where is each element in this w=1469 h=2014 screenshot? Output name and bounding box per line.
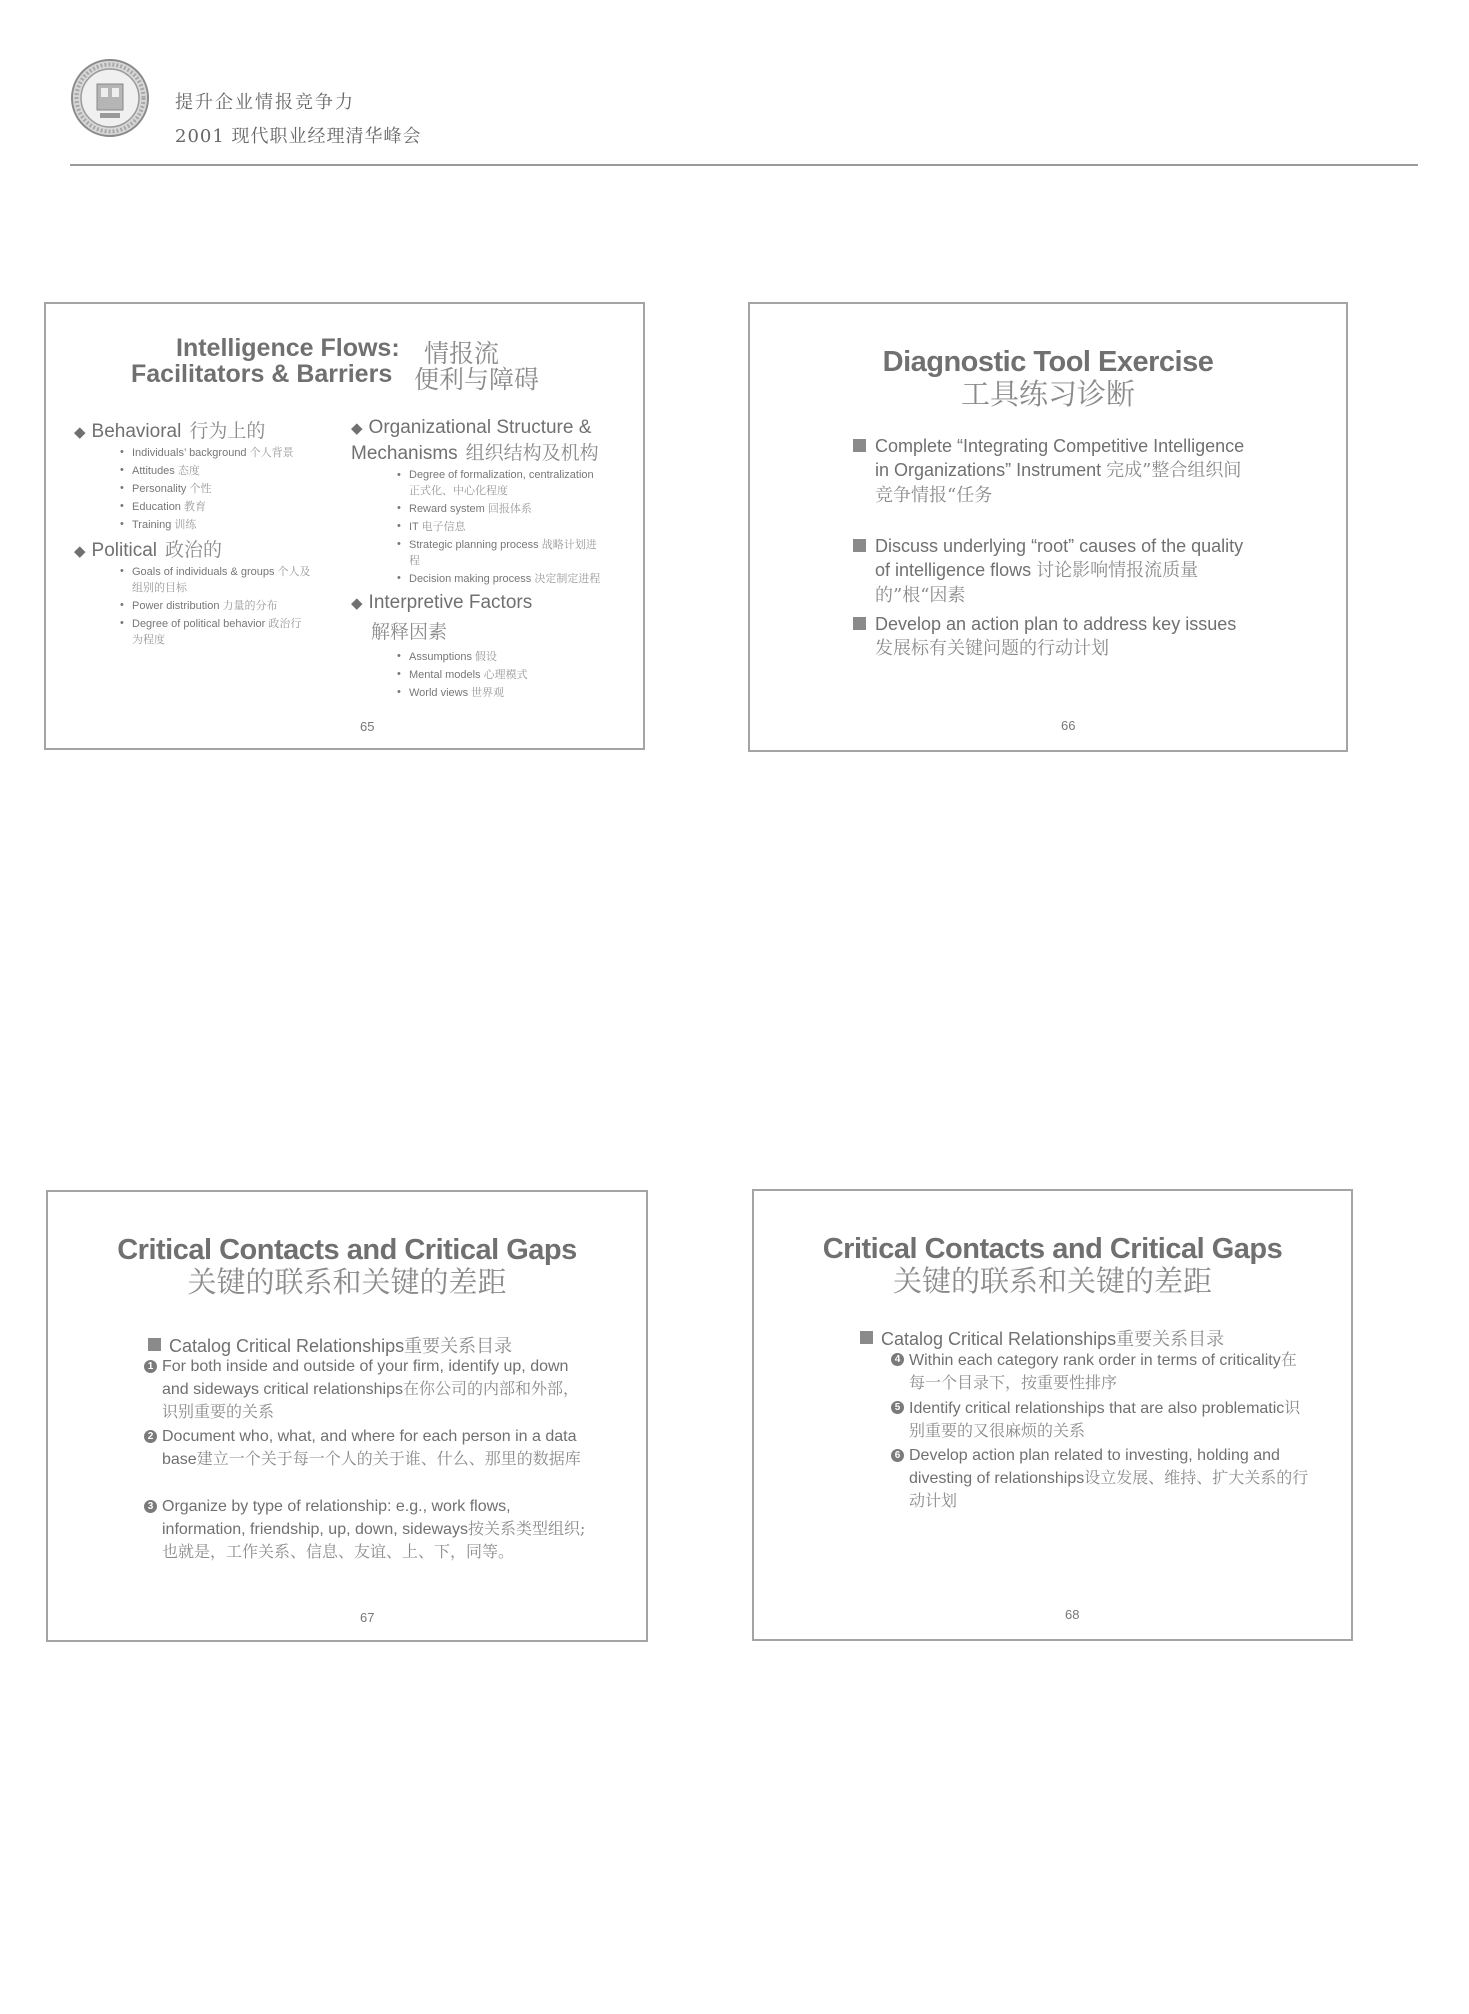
left-column (74, 416, 344, 650)
number-badge: 3 (144, 1500, 157, 1513)
header-title: 提升企业情报竞争力 (175, 92, 355, 113)
list-item: • Mental models 心理模式 (409, 667, 631, 683)
slide-65 (44, 302, 645, 750)
bullet-item: Develop an action plan to address key issues 发展标有关键问题的行动计划 (875, 612, 1255, 661)
heading-zh: 行为上的 (189, 420, 266, 442)
interpretive-list (409, 649, 631, 701)
list-item: • Education 教育 (132, 499, 344, 515)
slide-68 (752, 1189, 1353, 1641)
square-bullet-icon (148, 1338, 161, 1351)
list-item: • Goals of individuals & groups 个人及组别的目标 (132, 564, 312, 596)
slide-title-zh-1: 情报流 (424, 339, 500, 368)
diamond-bullet-icon: ◆ (74, 424, 86, 441)
heading-zh: 解释因素 (371, 621, 448, 643)
list-item: • Training 训练 (132, 517, 344, 533)
numbered-item: 4 Within each category rank order in terms of criticality在每一个目录下，按重要性排序 (909, 1349, 1309, 1395)
catalog-heading: Catalog Critical Relationships重要关系目录 (860, 1325, 1224, 1351)
square-bullet-icon (853, 617, 866, 630)
numbered-item: 6 Develop action plan related to investing, holding and divesting of relationships设立发展、维持、扩大关系的行动计划 (909, 1445, 1309, 1513)
page-number: 66 (1061, 718, 1076, 733)
header-divider (70, 164, 1418, 166)
diamond-bullet-icon: ◆ (351, 420, 363, 437)
heading-label: Organizational Structure & Mechanisms (351, 417, 592, 464)
number-badge: 6 (891, 1449, 904, 1462)
bullet-item: Discuss underlying “root” causes of the quality of intelligence flows 讨论影响情报流质量的”根“因素 (875, 534, 1255, 608)
university-seal-icon (70, 58, 150, 138)
list-item: • Degree of political behavior 政治行为程度 (132, 616, 307, 648)
square-bullet-icon (860, 1331, 873, 1344)
slide-title-zh: 关键的联系和关键的差距 (187, 1265, 507, 1299)
slide-66 (748, 302, 1348, 752)
square-bullet-icon (853, 439, 866, 452)
list-item: • Personality 个性 (132, 481, 344, 497)
heading-political (74, 535, 344, 562)
slide-67 (46, 1190, 648, 1642)
slide-title-en: Critical Contacts and Critical Gaps (117, 1234, 577, 1266)
heading-interpretive (351, 589, 591, 647)
heading-zh: 政治的 (165, 539, 223, 561)
document-header (70, 58, 1420, 168)
political-list (132, 564, 344, 648)
number-badge: 5 (891, 1401, 904, 1414)
slide-title-zh-2: 便利与障碍 (414, 365, 540, 394)
catalog-heading: Catalog Critical Relationships重要关系目录 (148, 1332, 512, 1358)
number-badge: 4 (891, 1353, 904, 1366)
numbered-item: 5 Identify critical relationships that are also problematic识别重要的又很麻烦的关系 (909, 1397, 1309, 1443)
list-item: • Individuals’ background 个人背景 (132, 445, 307, 461)
page-number: 65 (360, 719, 375, 734)
list-item: • Assumptions 假设 (409, 649, 631, 665)
heading-label: Interpretive Factors (368, 592, 533, 613)
heading-label: Political (91, 540, 158, 561)
square-bullet-icon (853, 539, 866, 552)
slide-title-en: Diagnostic Tool Exercise (882, 346, 1214, 378)
list-item: • Degree of formalization, centralization 正式化、中心化程度 (409, 468, 604, 499)
organizational-list (409, 468, 631, 587)
heading-behavioral (74, 416, 344, 443)
bullet-item: Complete “Integrating Competitive Intelligence in Organizations” Instrument 完成”整合组织间竞争情报“任务 (875, 434, 1255, 508)
page-number: 67 (360, 1610, 375, 1625)
slide-title-en-2: Facilitators & Barriers (131, 360, 393, 388)
numbered-item: 2 Document who, what, and where for each person in a data base建立一个关于每一个人的关于谁、什么、那里的数据库 (162, 1426, 592, 1471)
number-badge: 1 (144, 1360, 157, 1373)
list-item: • World views 世界观 (409, 685, 631, 701)
heading-label: Behavioral (91, 421, 182, 442)
heading-zh: 组织结构及机构 (465, 442, 599, 464)
numbered-item: 3 Organize by type of relationship: e.g., work flows, information, friendship, up, down, sideways按关系类型组织;也就是，工作关系、信息、友谊、上、下，同等。 (162, 1496, 592, 1564)
list-item: • Power distribution 力量的分布 (132, 598, 307, 614)
slide-title-en-1: Intelligence Flows: (176, 334, 400, 362)
slide-title-en: Critical Contacts and Critical Gaps (822, 1233, 1283, 1265)
header-subtitle: 2001 现代职业经理清华峰会 (175, 126, 422, 147)
heading-organizational (351, 416, 616, 466)
numbered-item: 1 For both inside and outside of your firm, identify up, down and sideways critical relationships在你公司的内部和外部，识别重要的关系 (162, 1356, 592, 1424)
right-column (351, 416, 631, 703)
number-badge: 2 (144, 1430, 157, 1443)
slide-title-zh: 关键的联系和关键的差距 (892, 1264, 1212, 1298)
list-item: • Reward system 回报体系 (409, 501, 631, 517)
list-item: • Decision making process 决定制定进程 (409, 571, 604, 587)
list-item: • Attitudes 态度 (132, 463, 344, 479)
diamond-bullet-icon: ◆ (74, 543, 86, 560)
slide-title-zh: 工具练习诊断 (960, 377, 1135, 411)
behavioral-list (132, 445, 344, 533)
page-number: 68 (1065, 1607, 1080, 1622)
list-item: • Strategic planning process 战略计划进程 (409, 537, 604, 569)
list-item: • IT 电子信息 (409, 519, 631, 535)
diamond-bullet-icon: ◆ (351, 595, 363, 612)
